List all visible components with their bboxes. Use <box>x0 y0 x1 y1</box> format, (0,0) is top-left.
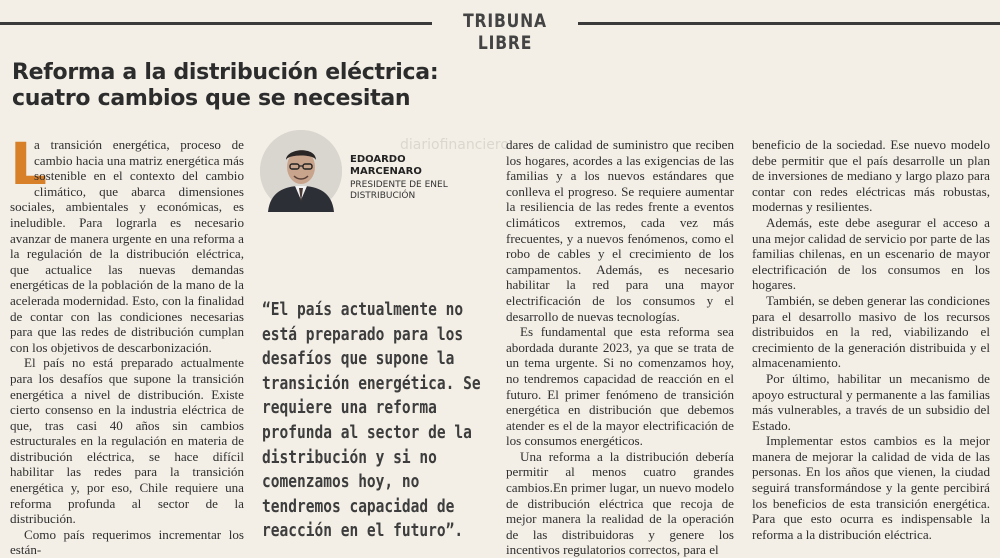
author-role-line-2: DISTRIBUCIÓN <box>350 191 416 201</box>
paragraph: Implementar estos cambios es la mejor manera de mejorar la calidad de vida de las personas. En los años que vienen, la ciudad seguirá transformándose y la gente percibirá los beneficios de esta transición energética. Para que esto ocurra es indispensable la reforma a la distribución eléctrica. <box>752 433 990 542</box>
section-header <box>0 8 1000 54</box>
pull-quote: “El país actualmente no está preparado para los desafíos que supone la transición energética. Se requiere una reforma profunda al sector de la distribución y si no comenzamos hoy, no tendremos capacidad de reacción en el futuro”. <box>262 300 481 542</box>
column-1 <box>10 130 244 558</box>
paragraph-text: a transición energética, proceso de cambio hacia una matriz energética más sostenible en el contexto del cambio climático, que abarca dimensiones sociales, ambientales y económicas, es ineludible. Para lograrla es necesario avanzar de manera urgente en una reforma a la regulación de la distribución eléctrica, que actualice las nuevas demandas energéticas de la población de la mano de la acelerada modernidad. Esto, con la finalidad de contar con las condiciones necesarias para que las redes de distribución cumplan con los objetivos de descarbonización. <box>10 137 244 355</box>
section-label: TRIBUNA LIBRE <box>463 10 547 54</box>
headline-line-2: cuatro cambios que se necesitan <box>12 86 411 111</box>
paragraph: También, se deben generar las condiciones para el desarrollo masivo de los recursos distribuidos en la red, viabilizando el crecimiento de la generación distribuida y el almacenamiento. <box>752 292 990 371</box>
paragraph: Por último, habilitar un mecanismo de apoyo estructural y permanente a las familias más vulnerables, a través de un subsidio del Estado. <box>752 370 990 433</box>
author-portrait-icon <box>260 130 342 212</box>
paragraph: Es fundamental que esta reforma sea abordada durante 2023, ya que se trata de un tema urgente. Si no comenzamos hoy, no tendremos capacidad de reacción en el futuro. El primer fenómeno de transición energética en distribución que debemos atender es el de la mayor electrificación de los consumos energéticos. <box>506 324 734 449</box>
paragraph: dares de calidad de suministro que reciben los hogares, acordes a las exigencias de las familias y a los nuevos estándares que conlleva el progreso. Se requiere aumentar la resiliencia de las redes frente a eventos climáticos extremos, cada vez más frecuentes, y a nuevos fenómenos, como el robo de cables y el crecimiento de los campamentos. Además, es necesario habilitar la red para una mayor electrificación de los consumos y el desarrollo de nuevas tecnologías. <box>506 137 734 324</box>
header-rule-right <box>578 22 1000 25</box>
paragraph: Además, este debe asegurar el acceso a una mejor calidad de servicio por parte de las familias chilenas, en un escenario de mayor electrificación de los consumos en los hogares. <box>752 214 990 293</box>
author-photo <box>260 130 342 212</box>
paragraph: Como país requerimos incrementar los están- <box>10 526 244 558</box>
header-rule-left <box>0 22 432 25</box>
author-last-name: MARCENARO <box>350 166 422 177</box>
headline-line-1: Reforma a la distribución eléctrica: <box>12 60 439 85</box>
column-3 <box>506 137 734 558</box>
author-first-name: EDOARDO <box>350 154 406 165</box>
paragraph: El país no está preparado actualmente para los desafíos que supone la transición energética a nivel de distribución. Existe cierto consenso en la industria eléctrica de que, tras casi 40 años sin cambios estructurales en la regulación en materia de distribución eléctrica, se hace difícil habilitar las redes para la transición energética y, por eso, Chile requiere una reforma profunda al sector de la distribución. <box>10 355 244 527</box>
author-role-line-1: PRESIDENTE DE ENEL <box>350 180 448 190</box>
watermark: diariofinanciero <box>400 137 509 153</box>
drop-cap: L <box>10 130 47 198</box>
column-4 <box>752 137 990 542</box>
paragraph <box>10 130 244 355</box>
author-role <box>350 180 470 202</box>
paragraph: beneficio de la sociedad. Ese nuevo modelo debe permitir que el país desarrolle un plan de inversiones de mediano y largo plazo para contar con redes eléctricas más robustas, modernas y resilientes. <box>752 137 990 215</box>
author-name <box>350 154 470 178</box>
article-headline <box>12 60 572 112</box>
paragraph: Una reforma a la distribución debería permitir al menos cuatro grandes cambios.En primer lugar, un nuevo modelo de distribución eléctrica que recoja de mejor manera la realidad de la operación de las distribuidoras y genere los incentivos regulatorios correctos, para el <box>506 448 734 558</box>
